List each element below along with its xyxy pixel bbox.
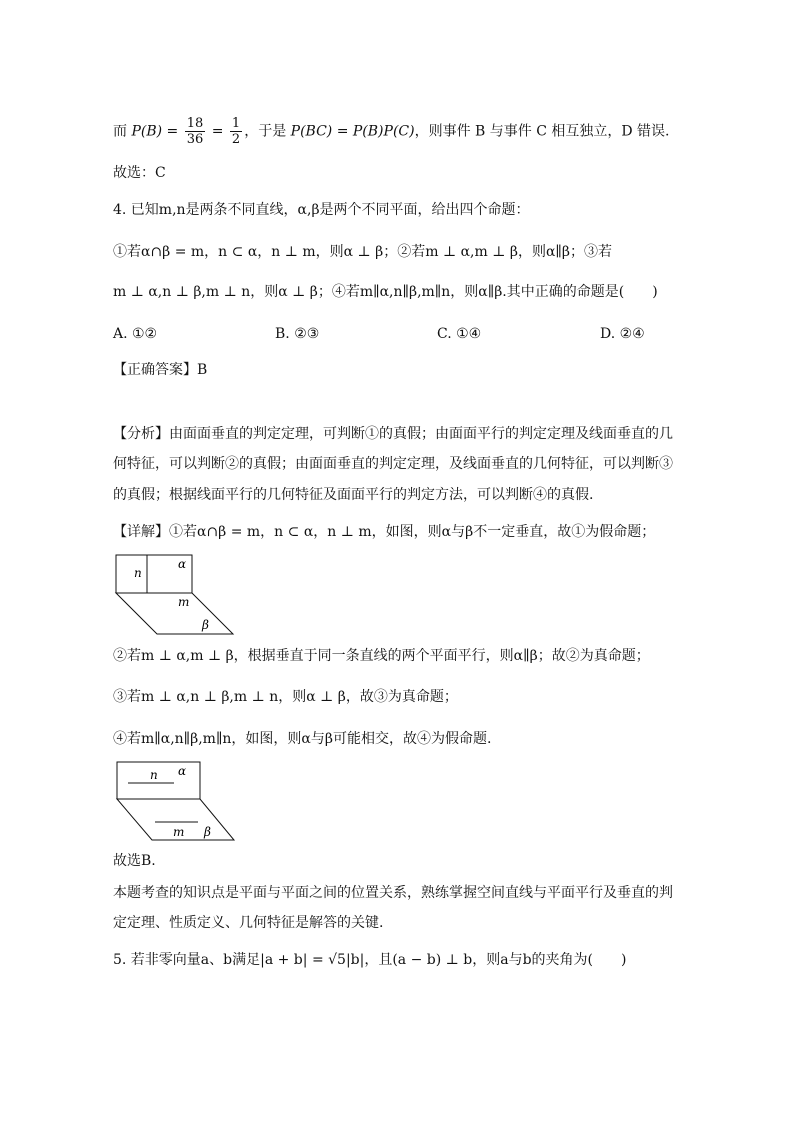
text-conclusion: ，则事件 B 与事件 C 相互独立，D 错误. — [414, 123, 670, 140]
fraction-num: 1 — [231, 116, 241, 131]
correct-answer: 【正确答案】B — [113, 362, 208, 378]
option-d: D. ②④ — [600, 326, 645, 342]
text-yushi: ，于是 — [244, 123, 291, 140]
text-er: 而 — [113, 123, 132, 140]
figure-planes-perpendicular — [110, 550, 240, 640]
line-prob-b — [113, 116, 670, 147]
summary-line-2: 定定理、性质定义、几何特征是解答的关键. — [113, 915, 384, 931]
fraction-num: 18 — [186, 116, 204, 131]
label-alpha: α — [178, 764, 187, 778]
question-4-props-1: ①若α∩β = m，n ⊂ α，n ⊥ m，则α ⊥ β；②若m ⊥ α,m ⊥ β，则α∥β；③若 — [113, 244, 612, 260]
label-alpha: α — [178, 557, 187, 571]
option-c: C. ①④ — [437, 326, 482, 342]
question-4-stem: 4. 已知m,n是两条不同直线，α,β是两个不同平面，给出四个命题： — [113, 202, 530, 218]
plane-alpha — [117, 762, 200, 799]
eq-sign: = — [207, 123, 228, 140]
summary-line-1: 本题考查的知识点是平面与平面之间的位置关系，熟练掌握空间直线与平面平行及垂直的判 — [113, 885, 673, 901]
detail-choose-b: 故选B. — [113, 853, 156, 869]
fraction-18-36 — [185, 116, 206, 147]
expr-pbc: P(BC) = P(B)P(C) — [290, 123, 415, 140]
line-choose-c: 故选：C — [113, 165, 166, 181]
plane-beta — [116, 593, 233, 634]
label-n: n — [150, 768, 158, 782]
analysis-line-1: 【分析】由面面垂直的判定定理，可判断①的真假；由面面平行的判定定理及线面垂直的几 — [113, 426, 673, 442]
label-beta: β — [202, 618, 209, 632]
fraction-1-2 — [230, 116, 242, 147]
detail-line-4: ④若m∥α,n∥β,m∥n，如图，则α与β可能相交，故④为假命题. — [113, 731, 492, 747]
detail-line-1: 【详解】①若α∩β = m，n ⊂ α，n ⊥ m，如图，则α与β不一定垂直，故①为假命题； — [113, 524, 656, 540]
eq-sign: = — [162, 123, 183, 140]
detail-line-3: ③若m ⊥ α,n ⊥ β,m ⊥ n，则α ⊥ β，故③为真命题； — [113, 689, 458, 705]
option-a: A. ①② — [113, 326, 158, 342]
fraction-den: 2 — [231, 132, 241, 147]
label-m: m — [178, 595, 190, 609]
label-m: m — [173, 825, 185, 839]
question-5-stem: 5. 若非零向量a、b满足|a + b| = √5|b|，且(a − b) ⊥ b，则a与b的夹角为( ) — [113, 952, 627, 968]
figure-planes-intersecting — [112, 758, 242, 846]
detail-line-2: ②若m ⊥ α,m ⊥ β，根据垂直于同一条直线的两个平面平行，则α∥β；故②为真命题； — [113, 648, 650, 664]
option-b: B. ②③ — [275, 326, 320, 342]
analysis-line-2: 何特征，可以判断②的真假；由面面垂直的判定定理，及线面垂直的几何特征，可以判断③ — [113, 456, 673, 472]
question-4-props-2: m ⊥ α,n ⊥ β,m ⊥ n，则α ⊥ β；④若m∥α,n∥β,m∥n，则α∥β.其中正确的命题是( ) — [113, 284, 658, 300]
fraction-den: 36 — [186, 132, 204, 147]
label-beta: β — [204, 825, 211, 839]
label-n: n — [134, 566, 142, 580]
expr-pb: P(B) — [131, 123, 163, 140]
analysis-line-3: 的真假；根据线面平行的几何特征及面面平行的判定方法，可以判断④的真假. — [113, 487, 594, 503]
